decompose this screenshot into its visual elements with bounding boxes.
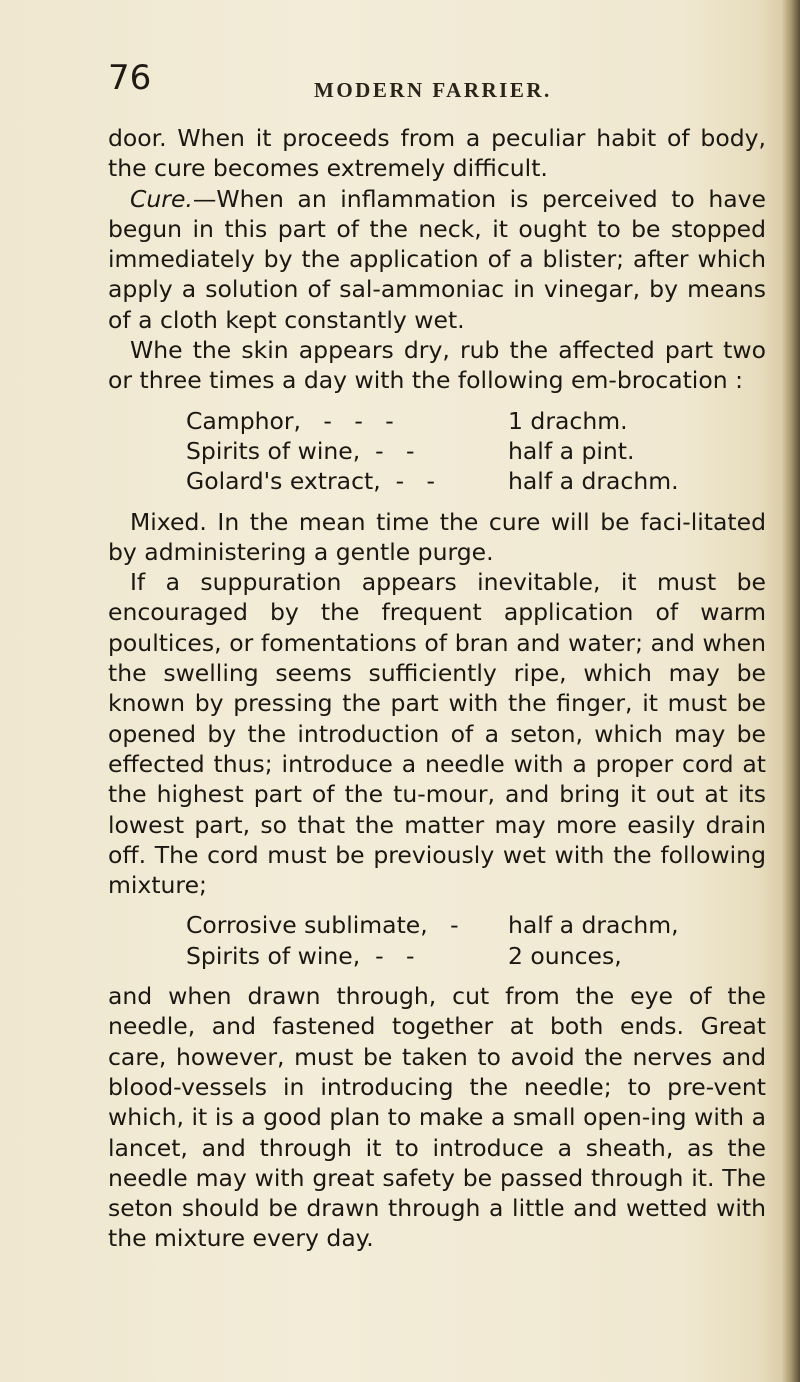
ingredient: Golard's extract, - - [186, 467, 435, 496]
amount: 1 drachm. [508, 406, 628, 435]
paragraph-3: Whe the skin appears dry, rub the affected part two or three times a day with the following em-brocation : [108, 336, 766, 395]
amount: half a drachm. [508, 467, 679, 496]
recipe-row [186, 466, 746, 496]
recipe-row [186, 436, 746, 466]
running-head: MODERN FARRIER. [314, 78, 552, 102]
paragraph-6: and when drawn through, cut from the eye of the needle, and fastened together at both ends. Great care, however, must be taken to avoid the nerves and blood-vessels in introducing the needle; to pre-vent which, it is a good plan to make a small open-ing with a lancet, and through it to introduce a sheath, as the needle may with great safety be passed through it. The seton should be drawn through a little and wetted with the mixture every day. [108, 982, 766, 1253]
seton-mixture-recipe [186, 910, 746, 971]
paragraph-1: door. When it proceeds from a peculiar habit of body, the cure becomes extremely difficult. [108, 124, 766, 183]
ingredient: Spirits of wine, - - [186, 941, 415, 970]
recipe-row [186, 406, 746, 436]
book-spine-edge [782, 0, 800, 1382]
amount: 2 ounces, [508, 941, 622, 970]
amount: half a drachm, [508, 911, 679, 940]
paragraph-5: If a suppuration appears inevitable, it must be encouraged by the frequent application of warm poultices, or fomentations of bran and water; and when the swelling seems sufficiently ripe, which may be known by pressing the part with the finger, it must be opened by the introduction of a seton, which may be effected thus; introduce a needle with a proper cord at the highest part of the tu-mour, and bring it out at its lowest part, so that the matter may more easily drain off. The cord must be previously wet with the following mixture; [108, 568, 766, 900]
page-number: 76 [108, 58, 152, 98]
cure-label: Cure. [130, 184, 193, 213]
paragraph-cure [108, 184, 766, 335]
ingredient: Camphor, - - - [186, 406, 394, 435]
ingredient: Spirits of wine, - - [186, 436, 415, 465]
paragraph-4: Mixed. In the mean time the cure will be faci-litated by administering a gentle purge. [108, 507, 766, 566]
recipe-row [186, 910, 746, 940]
body-text [108, 123, 766, 1254]
embrocation-recipe [186, 406, 746, 497]
cure-text: —When an inflammation is perceived to have begun in this part of the neck, it ought to be stopped immediately by the application of a blister; after which apply a solution of sal-ammoniac in vinegar, by means of a cloth kept constantly wet. [108, 184, 766, 334]
ingredient: Corrosive sublimate, - [186, 911, 459, 940]
page-header [108, 58, 748, 108]
amount: half a pint. [508, 436, 635, 465]
recipe-row [186, 941, 746, 971]
